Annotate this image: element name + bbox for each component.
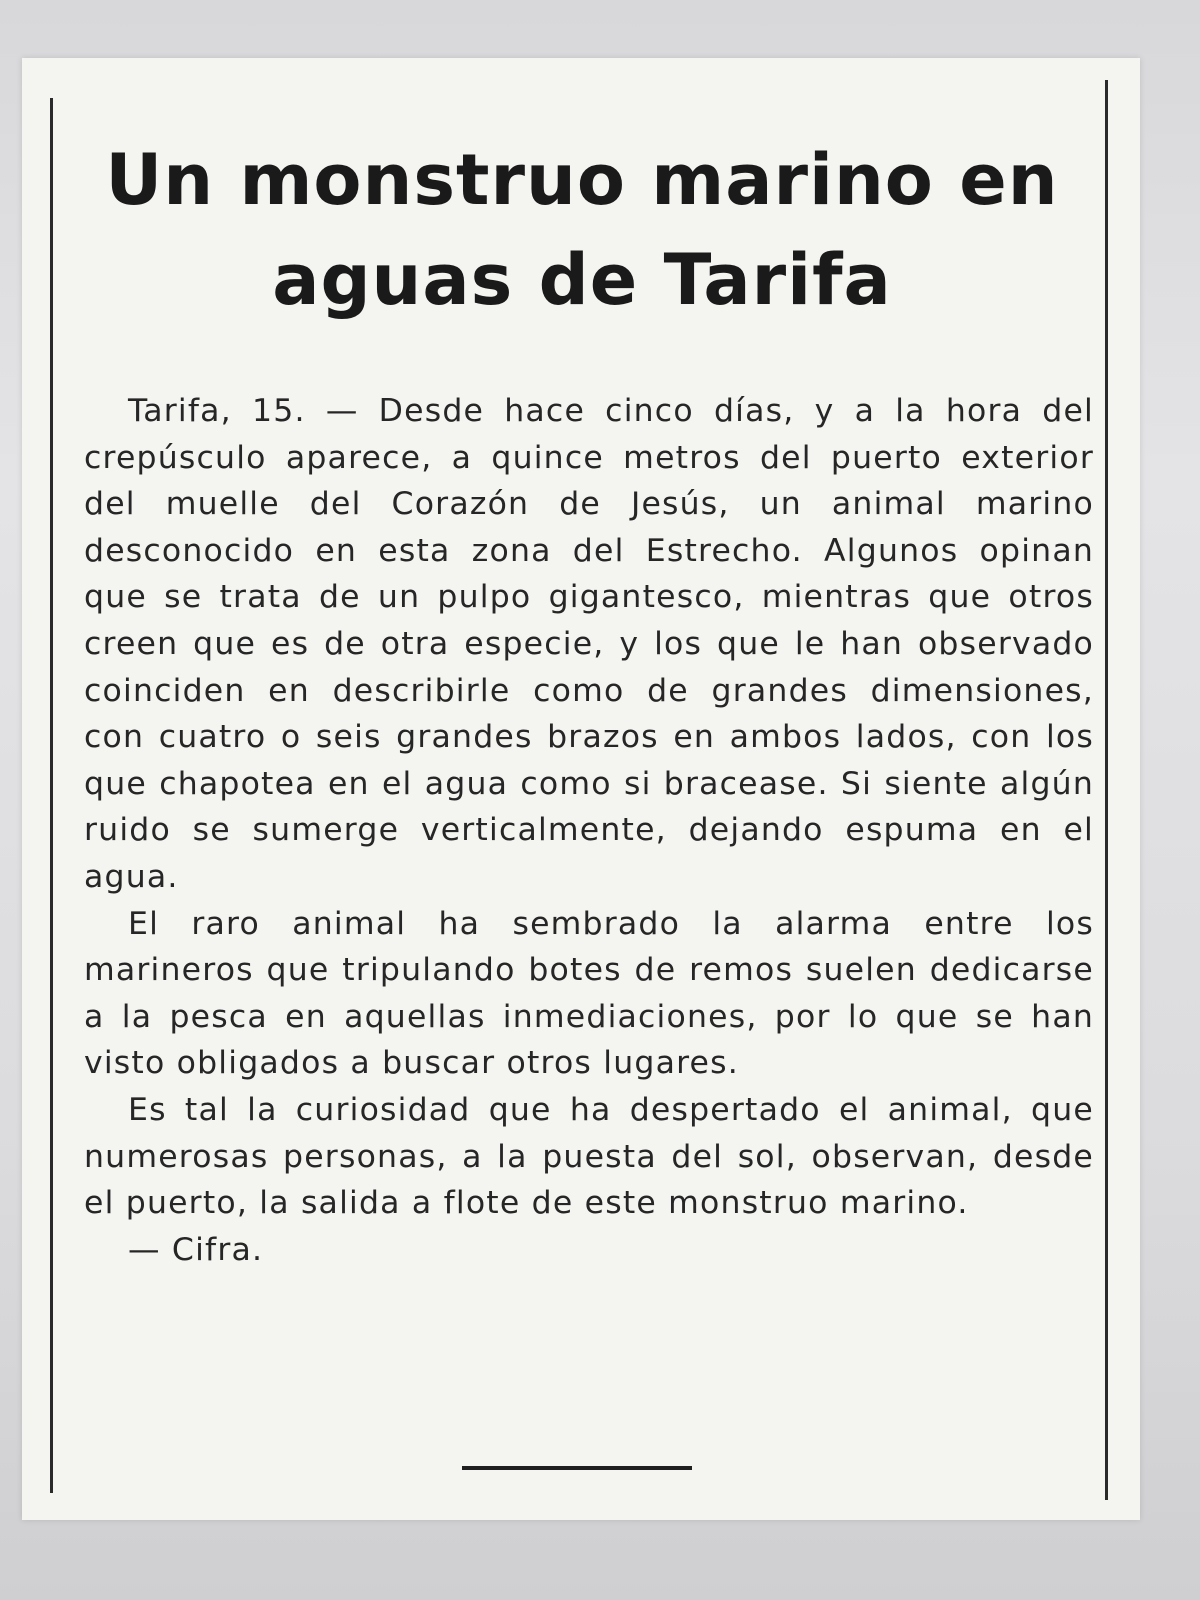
end-rule bbox=[462, 1466, 692, 1470]
newspaper-clipping bbox=[22, 58, 1140, 1520]
article-paragraph-1: Tarifa, 15. — Desde hace cinco días, y a la hora del crepúsculo aparece, a quince metros del puerto exterior del muelle del Corazón de Jesús, un animal marino desconocido en esta zona del Estrecho. Algunos opinan que se trata de un pulpo gigantesco, mientras que otros creen que es de otra especie, y los que le han observado coinciden en describirle como de grandes dimensiones, con cuatro o seis grandes brazos en ambos lados, con los que chapotea en el agua como si bracease. Si siente algún ruido se sumerge verticalmente, dejando espuma en el agua. bbox=[84, 393, 1094, 895]
article-paragraph-3: Es tal la curiosidad que ha despertado el animal, que numerosas personas, a la puesta del sol, observan, desde el puerto, la salida a flote de este monstruo marino. bbox=[84, 1091, 1094, 1222]
article-signature: — Cifra. bbox=[128, 1231, 264, 1268]
article-paragraph-2: El raro animal ha sembrado la alarma entre los marineros que tripulando botes de remos suelen dedicarse a la pesca en aquellas inmediaciones, por lo que se han visto obligados a buscar otros lugares. bbox=[84, 905, 1094, 1082]
article-headline: Un monstruo marino en aguas de Tarifa bbox=[105, 139, 1059, 321]
article-body bbox=[84, 388, 1094, 1273]
